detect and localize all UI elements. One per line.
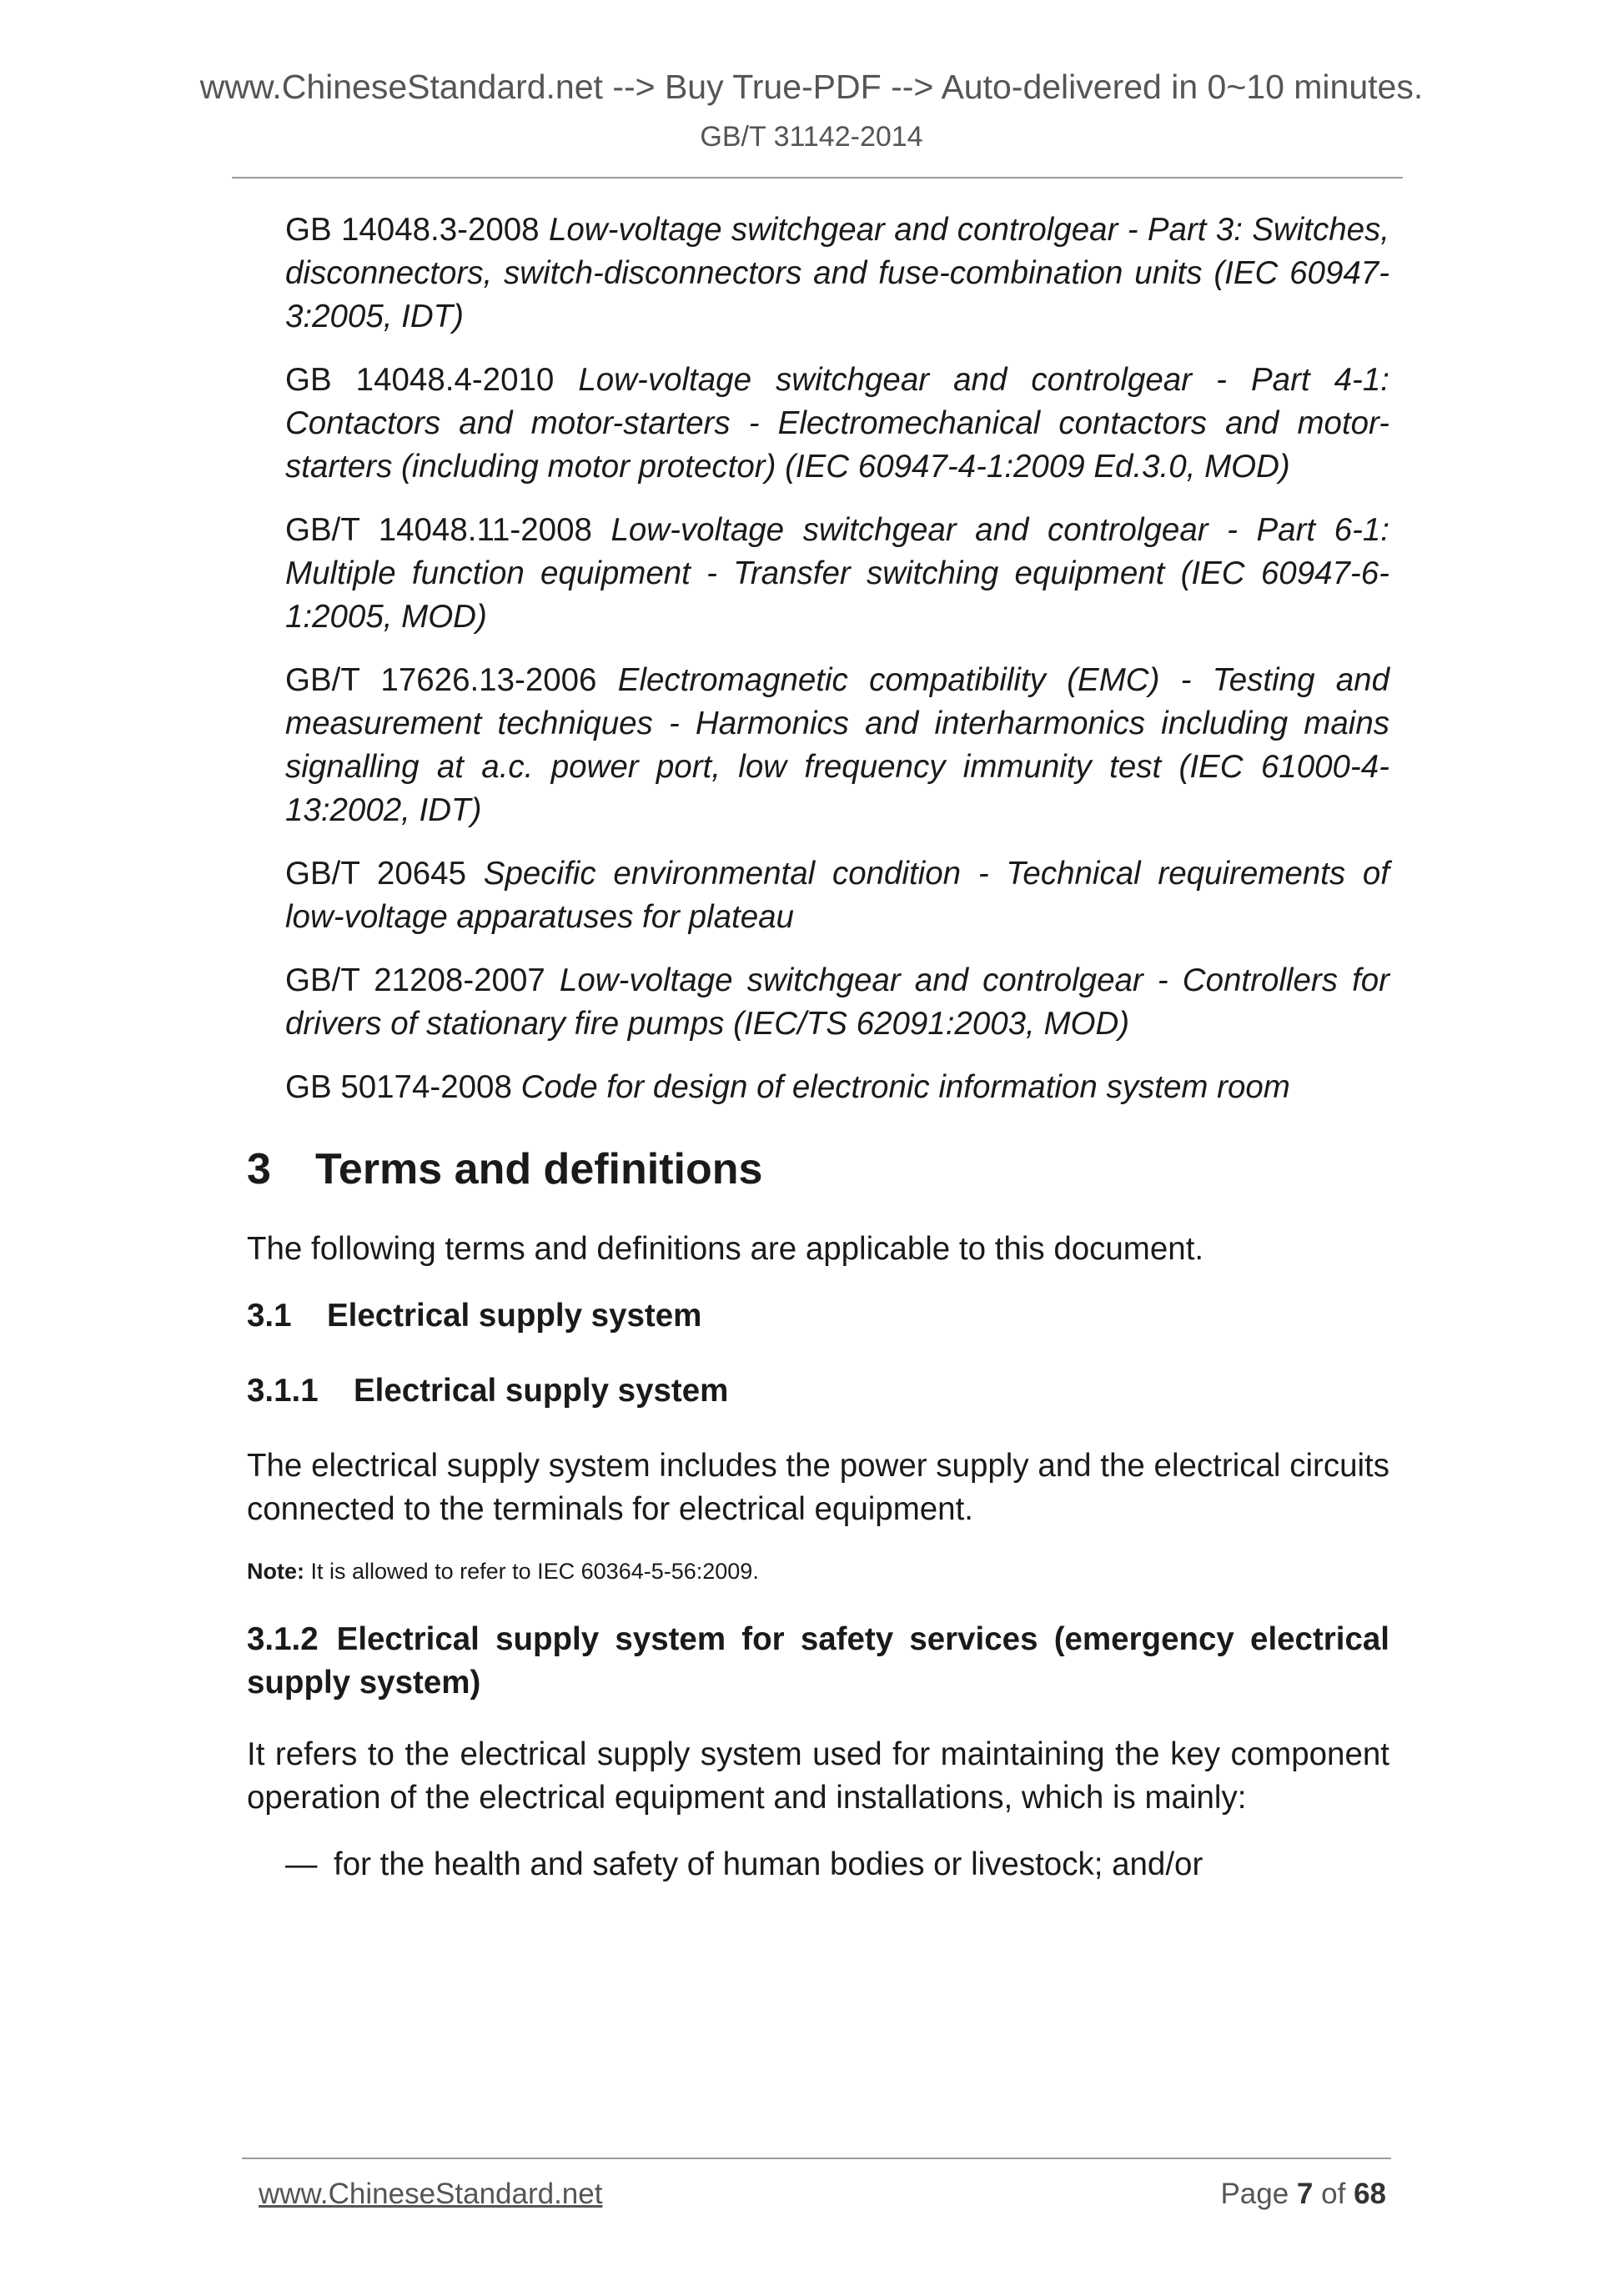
term-number: 3.1.2 (247, 1621, 319, 1657)
header-divider (232, 177, 1403, 178)
reference-title: Low-voltage switchgear and controlgear - Part 3: Switches, disconnectors, switch-disconnectors and fuse-combination units (IEC 60947-3:2005, IDT) (285, 212, 1389, 334)
main-content (247, 208, 1389, 1887)
reference-title: Code for design of electronic information system room (520, 1069, 1290, 1105)
subsection-number: 3.1 (247, 1298, 292, 1334)
note-text: It is allowed to refer to IEC 60364-5-56:2009. (310, 1559, 759, 1584)
page-of: of (1321, 2178, 1346, 2210)
term-definition: The electrical supply system includes the power supply and the electrical circuits connected to the terminals for electrical equipment. (247, 1448, 1389, 1527)
reference-code: GB/T 20645 (285, 856, 466, 892)
reference-item (285, 659, 1389, 832)
section-heading (247, 1143, 1389, 1196)
list-item-text: for the health and safety of human bodies or livestock; and/or (334, 1846, 1203, 1882)
term-title: Electrical supply system for safety services (emergency electrical supply system) (247, 1621, 1389, 1701)
section-title: Terms and definitions (315, 1145, 763, 1193)
reference-title: Low-voltage switchgear and controlgear - Part 4-1: Contactors and motor-starters - Electromechanical contactors and motor-starters (including motor protector) (IEC 60947-4-1:2009 Ed.3.0, MOD) (285, 362, 1389, 485)
term-definition: It refers to the electrical supply system used for maintaining the key component operation of the electrical equipment and installations, which is mainly: (247, 1736, 1389, 1816)
page-current: 7 (1296, 2178, 1314, 2210)
header-promo-line: www.ChineseStandard.net --> Buy True-PDF --> Auto-delivered in 0~10 minutes. (199, 68, 1424, 106)
term-number: 3.1.1 (247, 1373, 319, 1409)
reference-code: GB/T 17626.13-2006 (285, 662, 597, 698)
reference-title: Low-voltage switchgear and controlgear - Part 6-1: Multiple function equipment - Transfer switching equipment (IEC 60947-6-1:2005, MOD) (285, 512, 1390, 635)
page-indicator (1220, 2175, 1386, 2213)
subsection-heading (247, 1294, 1389, 1338)
reference-title: Low-voltage switchgear and controlgear - Controllers for drivers of stationary fire pumps (IEC/TS 62091:2003, MOD) (285, 962, 1389, 1042)
reference-code: GB 14048.3-2008 (285, 212, 540, 248)
footer-divider (242, 2158, 1391, 2159)
section-intro: The following terms and definitions are applicable to this document. (247, 1231, 1204, 1267)
page-total: 68 (1354, 2178, 1386, 2210)
term-heading (247, 1618, 1389, 1705)
reference-code: GB/T 21208-2007 (285, 962, 545, 998)
bullet-dash: — (285, 1846, 318, 1882)
note (247, 1555, 1389, 1588)
reference-title: Electromagnetic compatibility (EMC) - Testing and measurement techniques - Harmonics and interharmonics including mains signalling at a.c. power port, low frequency immunity test (IEC 61000-4-13:2002, IDT) (285, 662, 1389, 828)
reference-item (285, 1066, 1389, 1109)
footer-site-link[interactable]: www.ChineseStandard.net (259, 2178, 603, 2210)
subsection-title: Electrical supply system (327, 1298, 702, 1334)
term-heading (247, 1369, 1389, 1413)
term-title: Electrical supply system (354, 1373, 729, 1409)
reference-code: GB 14048.4-2010 (285, 362, 555, 398)
list-item (285, 1843, 1389, 1887)
reference-item (285, 359, 1389, 489)
reference-item (285, 208, 1389, 339)
reference-code: GB/T 14048.11-2008 (285, 512, 592, 548)
header-standard-code: GB/T 31142-2014 (700, 121, 923, 153)
reference-code: GB 50174-2008 (285, 1069, 512, 1105)
reference-item (285, 852, 1389, 939)
reference-title: Specific environmental condition - Technical requirements of low-voltage apparatuses for plateau (285, 856, 1389, 935)
note-label: Note: (247, 1559, 304, 1584)
reference-item (285, 959, 1389, 1046)
reference-item (285, 509, 1389, 639)
section-number: 3 (247, 1145, 271, 1193)
page-prefix: Page (1220, 2178, 1289, 2210)
